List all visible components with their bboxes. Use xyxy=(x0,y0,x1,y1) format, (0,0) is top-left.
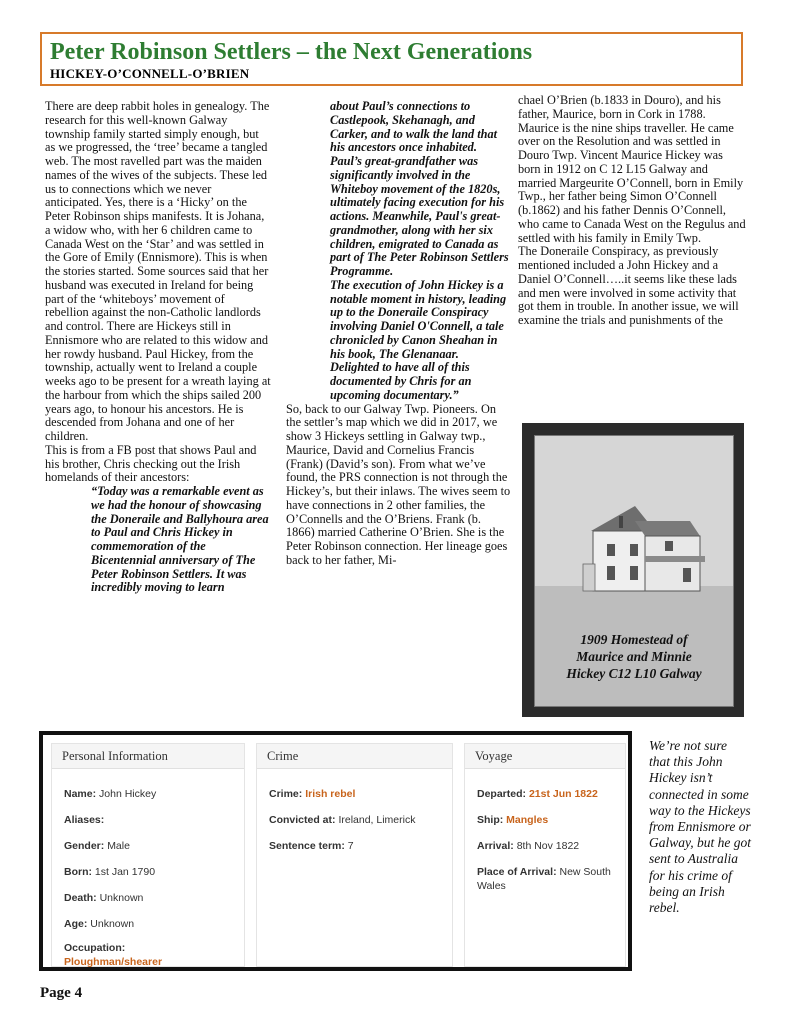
page-title: Peter Robinson Settlers – the Next Generations xyxy=(50,39,533,65)
panel-heading: Personal Information xyxy=(52,744,244,769)
article-paragraph: This is from a FB post that shows Paul and his brother, Chris checking out the Irish homelands of their ancestors: xyxy=(45,442,257,485)
panel-heading: Voyage xyxy=(465,744,625,769)
homestead-photo xyxy=(534,435,734,707)
occupation-link[interactable]: Ploughman/shearer xyxy=(64,956,163,968)
article-column-2 xyxy=(286,100,512,568)
article-paragraph: So, back to our Galway Twp. Pioneers. On the settler’s map which we did in 2017, we show 3 Hickeys settling in Galway twp., Maurice, David and Cornelius Francis (Frank) (David’s son). From what we’ve found, the PRS connection is not through the Hickey’s, but their inlaws. The wives seem to have connections in 2 other families, the O’Connells and the O’Briens. Frank (b. 1866) married Catherine O’Brien. She is the Peter Robinson connection. Her lineage goes back to her father, Mi- xyxy=(286,401,511,567)
arrival-row: Arrival: 8th Nov 1822 xyxy=(477,840,580,852)
side-note: We’re not sure that this John Hickey isn’t connected in some way to the Hickeys from Ennismore or Galway, but he got sent to Australia for his crime of being an Irish rebel. xyxy=(649,738,751,916)
name-row: Name: John Hickey xyxy=(64,788,157,800)
departed-row: Departed: 21st Jun 1822 xyxy=(477,788,598,800)
quote-block: The execution of John Hickey is a notable moment in history, leading up to the Doneraile Conspiracy involving Daniel O'Connell, a tale chronicled by Canon Sheahan in his book, The Glenanaar. xyxy=(330,277,507,361)
age-row: Age: Unknown xyxy=(64,918,135,930)
crime-panel xyxy=(256,743,453,967)
photo-caption xyxy=(535,631,733,682)
crime-link[interactable]: Irish rebel xyxy=(305,788,356,800)
place-row: Place of Arrival: New South Wales xyxy=(477,866,611,892)
quote-block: Paul’s great-grandfather was significantly involved in the Whiteboy movement of the 1820s, ultimately facing execution for his actions. Meanwhile, Paul's great-grandmother, along with her six children, emigrated to Canada as part of The Peter Robinson Settlers Programme. xyxy=(330,154,509,278)
caption-line: 1909 Homestead of xyxy=(580,632,688,647)
crime-row: Crime: Irish rebel xyxy=(269,788,356,800)
aliases-row: Aliases: xyxy=(64,814,105,826)
quote-block: “Today was a remarkable event as we had the honour of showcasing the Doneraile and Ballyhoura area to Paul and Chris Hickey in commemoration of the Bicentennial anniversary of The Peter Robinson Settlers. It was incredibly moving to learn xyxy=(91,484,269,595)
quote-block: Delighted to have all of this documented by Chris for an upcoming documentary.” xyxy=(330,360,472,402)
born-row: Born: 1st Jan 1790 xyxy=(64,866,156,878)
ship-row: Ship: Mangles xyxy=(477,814,549,826)
article-column-1 xyxy=(45,100,271,595)
article-paragraph: The Doneraile Conspiracy, as previously mentioned included a John Hickey and a Daniel O’Connell…..it seems like these lads and men were involved in some activity that got them in trouble. In another issue, we will examine the trials and punishments of the xyxy=(518,244,739,327)
sentence-row: Sentence term: 7 xyxy=(269,840,354,852)
panel-heading: Crime xyxy=(257,744,452,769)
ship-link[interactable]: Mangles xyxy=(506,814,549,826)
death-row: Death: Unknown xyxy=(64,892,144,904)
header-box xyxy=(40,32,743,86)
article-column-3 xyxy=(518,94,746,328)
personal-info-panel xyxy=(51,743,245,967)
occupation-row: Occupation: Ploughman/shearer xyxy=(64,942,163,968)
article-paragraph: chael O’Brien (b.1833 in Douro), and his father, Maurice, born in Cork in 1788. Maurice is the nine ships traveller. He came over on the Resolution and was settled in Douro Twp. Vincent Maurice Hickey was born in 1912 on C 12 L15 Galway and married Margeurite O’Connell, born in Emily Twp., her father being Simon O’Connell (b.1862) and his father Dennis O’Connell, who came to Canada West on the Regulus and settled with his family in Emily Twp. xyxy=(518,93,746,245)
voyage-panel xyxy=(464,743,626,967)
page-number: Page 4 xyxy=(40,985,83,1001)
homestead-photo-frame xyxy=(522,423,744,717)
quote-block: about Paul’s connections to Castlepook, Skehanagh, and Carker, and to walk the land that his ancestors once inhabited. xyxy=(330,99,498,155)
page-subtitle: HICKEY-O’CONNELL-O’BRIEN xyxy=(50,66,250,81)
caption-line: Hickey C12 L10 Galway xyxy=(566,666,702,681)
convicted-row: Convicted at: Ireland, Limerick xyxy=(269,814,416,826)
article-paragraph: There are deep rabbit holes in genealogy. The research for this well-known Galway township family started simply enough, but as we progressed, the ‘tree’ became a tangled web. The most ravelled part was the maiden names of the wives of the subjects. These led us to connections which we never anticipated. Yes, there is a ‘Hicky’ on the Peter Robinson ships manifests. It is Johana, a widow who, with her 6 children came to Canada West on the ‘Star’ and was settled in the Gore of Emily (Ennismore). This is when the stories started. Some sources said that her husband was executed in Ireland for being part of the ‘whiteboys’ movement of rebellion against the non-Catholic landlords and control. There are Hickeys still in Ennismore who are related to this widow and her rowdy husband. Paul Hickey, from the township, actually went to Ireland a couple weeks ago to be present for a wreath laying at the harbour from which the ships sailed 200 years ago, to honour his ancestors. He is descended from Johana and one of her children. xyxy=(45,99,271,443)
gender-row: Gender: Male xyxy=(64,840,130,852)
departed-link[interactable]: 21st Jun 1822 xyxy=(528,788,598,800)
convict-record xyxy=(39,731,632,971)
caption-line: Maurice and Minnie xyxy=(576,649,692,664)
